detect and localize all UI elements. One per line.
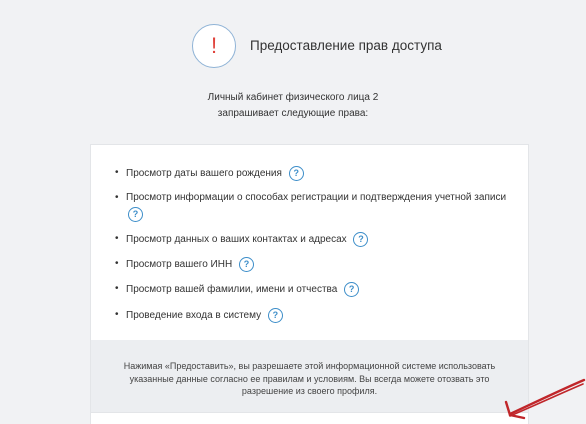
consent-note: Нажимая «Предоставить», вы разрешаете этой информационной системе использовать указанные данные согласно ее правилам и условиям. Вы всегда можете отозвать это разрешение из своего профиля. <box>90 340 529 412</box>
bullet: • <box>115 167 119 178</box>
permission-label: Проведение входа в систему <box>126 309 262 321</box>
annotation-arrow-icon <box>480 376 586 424</box>
intro-request-text: запрашивает следующие права: <box>217 108 369 119</box>
page-header <box>0 22 586 70</box>
help-question-icon[interactable]: ? <box>344 282 359 297</box>
permission-label: Просмотр вашего ИНН <box>126 259 233 271</box>
bullet: • <box>115 192 119 204</box>
help-question-icon[interactable]: ? <box>289 166 304 181</box>
intro-app-name: Личный кабинет физического лица 2 <box>207 92 379 103</box>
help-question-icon[interactable]: ? <box>239 257 254 272</box>
permission-label: Просмотр вашей фамилии, имени и отчества <box>126 284 338 296</box>
help-question-icon[interactable]: ? <box>128 207 143 222</box>
permission-label: Просмотр данных о ваших контактах и адресах <box>126 234 347 246</box>
permissions-list <box>115 166 515 333</box>
permission-item-full-name <box>115 282 515 297</box>
permission-item-login <box>115 308 515 323</box>
permission-label: Просмотр информации о способах регистрации и подтверждения учетной записи <box>126 192 507 204</box>
permission-item-registration-info <box>115 191 515 222</box>
bullet: • <box>115 308 119 320</box>
bullet: • <box>115 233 119 245</box>
permission-item-inn <box>115 257 515 272</box>
page-title: Предоставление прав доступа <box>250 38 442 53</box>
actions-panel <box>90 412 529 424</box>
permissions-card <box>90 144 529 340</box>
permission-label: Просмотр даты вашего рождения <box>126 168 282 180</box>
help-question-icon[interactable]: ? <box>353 232 368 247</box>
permission-item-contacts <box>115 232 515 247</box>
exclamation-glyph: ! <box>210 33 218 58</box>
exclamation-icon <box>192 24 236 68</box>
help-question-icon[interactable]: ? <box>268 308 283 323</box>
permission-item-birthdate <box>115 166 515 181</box>
bullet: • <box>115 283 119 295</box>
request-intro <box>0 90 586 122</box>
bullet: • <box>115 258 119 270</box>
